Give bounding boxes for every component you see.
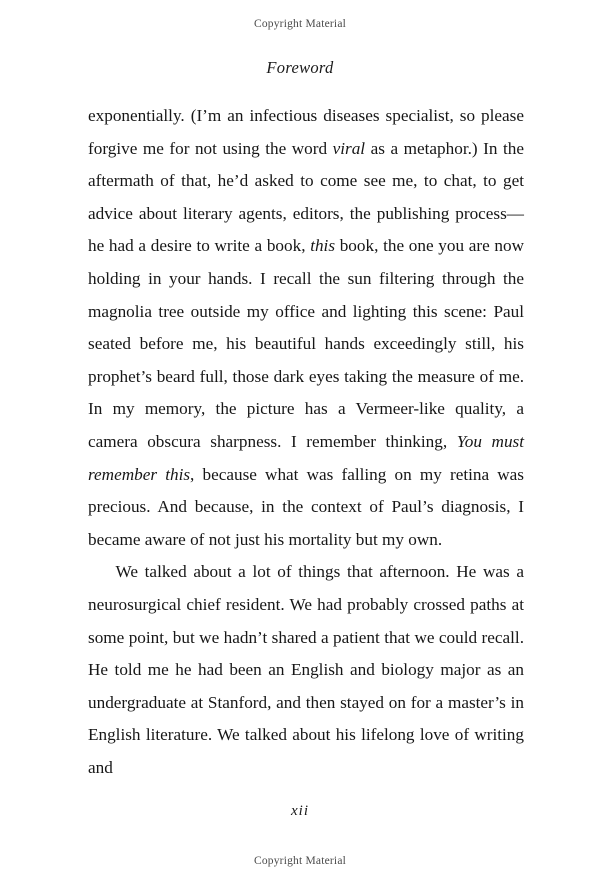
copyright-notice-top: Copyright Material [253,18,347,30]
paragraph-1-italic-remember: You must remember this [88,431,525,484]
paragraph-continuation [88,100,524,556]
paragraph-1-part-c: as a metaphor.) In the aftermath of that, he’d asked to come see me, to chat, to get advice about literary agents, editors, the publishing process—he had a desire to write a book, [88,138,524,256]
copyright-notice-bottom: Copyright Material [253,855,347,867]
page-number: xii [291,803,309,819]
paragraph-2: We talked about a lot of things that afternoon. He was a neurosurgical chief resident. We had probably crossed paths at some point, but we hadn’t shared a patient that we could recall. He told me he had been an English and biology major as an undergraduate at Stanford, and then stayed on for a master’s in English literature. We talked about his lifelong love of writing and [88,562,524,777]
paragraph-1-italic-this: this [310,236,336,256]
paragraph-1-italic-viral: viral [332,138,366,158]
body-text [88,100,524,784]
running-head: Foreword [266,58,334,77]
paragraph-1-part-a: exponentially. (I’m an infectious diseases specialist, so please forgive me for not using the word [88,106,524,158]
paragraph-1-part-g: , because what was falling on my retina was precious. And because, in the context of Paul’s diagnosis, I became aware of not just his mortality but my own. [88,464,524,549]
paragraph-1-part-e: book, the one you are now holding in your hands. I recall the sun filtering through the magnolia tree outside my office and lighting this scene: Paul seated before me, his beautiful hands exceedingly still, his prophet’s beard full, those dark eyes taking the measure of me. In my memory, the picture has a Vermeer-like quality, a camera obscura sharpness. I remember thinking, [88,236,524,451]
